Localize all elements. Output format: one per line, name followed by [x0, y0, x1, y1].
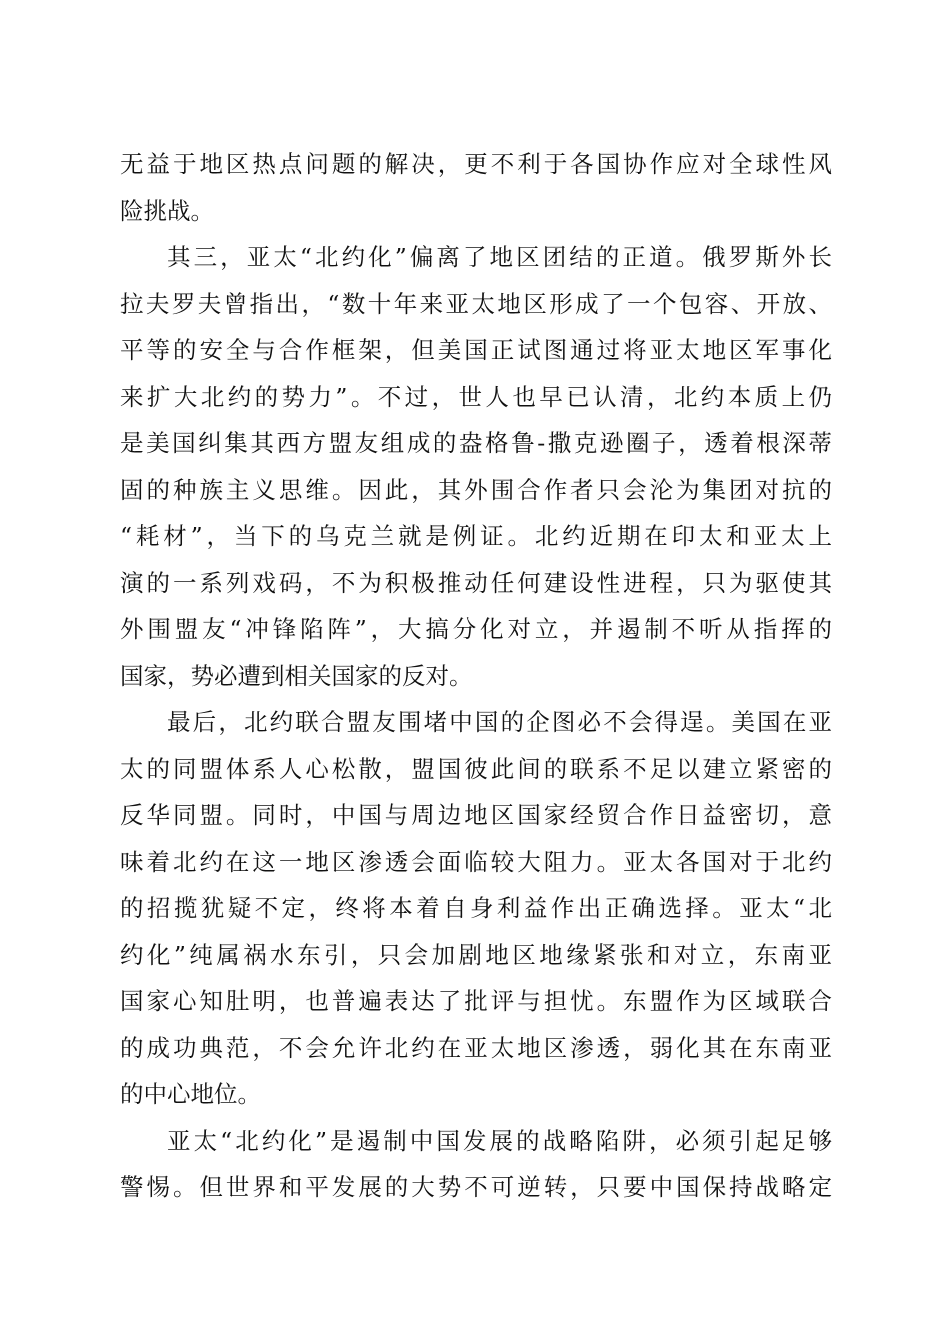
text-line: 固的种族主义思维。因此，其外围合作者只会沦为集团对抗的: [120, 475, 832, 504]
text-line: 的中心地位。: [120, 1080, 261, 1108]
text-line: 反华同盟。同时，中国与周边地区国家经贸合作日益密切，意: [120, 801, 832, 829]
text-line: 拉夫罗夫曾指出，“数十年来亚太地区形成了一个包容、开放、: [120, 289, 832, 318]
text-line: 亚太“北约化”是遏制中国发展的战略陷阱，必须引起足够: [167, 1126, 832, 1155]
text-line: 的招揽犹疑不定，终将本着自身利益作出正确选择。亚太“北: [120, 894, 832, 922]
text-line: 警惕。但世界和平发展的大势不可逆转，只要中国保持战略定: [120, 1173, 832, 1201]
text-line: 演的一系列戏码，不为积极推动任何建设性进程，只为驱使其: [120, 568, 832, 597]
text-line: “耗材”，当下的乌克兰就是例证。北约近期在印太和亚太上: [120, 522, 832, 550]
text-line: 无益于地区热点问题的解决，更不利于各国协作应对全球性风: [120, 150, 832, 178]
text-line: 其三，亚太“北约化”偏离了地区团结的正道。俄罗斯外长: [167, 243, 832, 271]
text-line: 国家心知肚明，也普遍表达了批评与担忧。东盟作为区域联合: [120, 987, 832, 1015]
paragraph: [120, 1118, 832, 1211]
text-line: 最后，北约联合盟友围堵中国的企图必不会得逞。美国在亚: [167, 708, 832, 736]
text-line: 险挑战。: [120, 196, 214, 225]
text-line: 国家，势必遭到相关国家的反对。: [120, 661, 473, 690]
text-line: 约化”纯属祸水东引，只会加剧地区地缘紧张和对立，东南亚: [120, 940, 832, 969]
text-line: 平等的安全与合作框架，但美国正试图通过将亚太地区军事化: [120, 336, 832, 364]
text-line: 味着北约在这一地区渗透会面临较大阻力。亚太各国对于北约: [120, 847, 832, 876]
text-line: 来扩大北约的势力”。不过，世人也早已认清，北约本质上仍: [120, 382, 832, 411]
paragraph: [120, 234, 832, 699]
paragraph: [120, 699, 832, 1118]
document-body: [120, 141, 832, 1211]
text-line: 的成功典范，不会允许北约在亚太地区渗透，弱化其在东南亚: [120, 1033, 832, 1062]
paragraph: [120, 141, 832, 234]
text-line: 是美国纠集其西方盟友组成的盎格鲁-撒克逊圈子，透着根深蒂: [120, 429, 832, 457]
text-line: 太的同盟体系人心松散，盟国彼此间的联系不足以建立紧密的: [120, 754, 832, 783]
text-line: 外围盟友“冲锋陷阵”，大搞分化对立，并遏制不听从指挥的: [120, 615, 832, 643]
